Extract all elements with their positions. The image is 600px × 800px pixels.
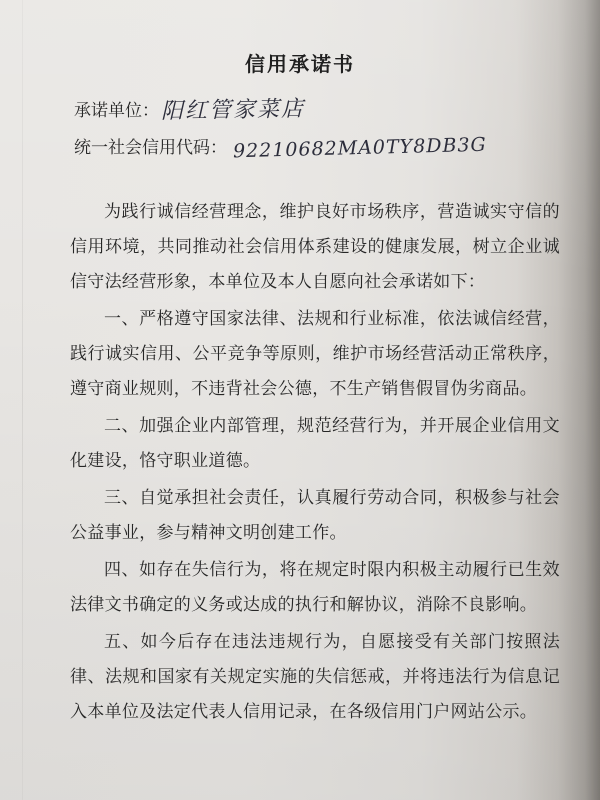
commitment-item-2: 二、加强企业内部管理，规范经营行为，并开展企业信用文化建设，恪守职业道德。 <box>70 416 560 471</box>
credit-code-handwritten-value: 92210682MA0TY8DB3G <box>232 133 487 162</box>
commitment-item-1: 一、严格遵守国家法律、法规和行业标准，依法诚信经营，践行诚实信用、公平竞争等原则，维护市场经营活动正常秩序，遵守商业规则，不违背社会公德，不生产销售假冒伪劣商品。 <box>70 309 560 399</box>
credit-code-row <box>74 132 487 163</box>
document-title: 信用承诺书 <box>245 52 355 76</box>
commitment-item-3: 三、自觉承担社会责任，认真履行劳动合同，积极参与社会公益事业，参与精神文明创建工作。 <box>70 488 560 543</box>
commitment-body <box>70 195 560 732</box>
committing-unit-row <box>74 95 305 126</box>
paper-crease <box>22 0 23 800</box>
commitment-item-4: 四、如存在失信行为，将在规定时限内积极主动履行已生效法律文书确定的义务或达成的执行和解协议，消除不良影响。 <box>70 560 560 615</box>
commitment-intro-paragraph: 为践行诚信经营理念，维护良好市场秩序，营造诚实守信的信用环境，共同推动社会信用体系建设的健康发展，树立企业诚信守法经营形象，本单位及本人自愿向社会承诺如下： <box>70 202 560 292</box>
committing-unit-label: 承诺单位： <box>74 100 159 121</box>
committing-unit-handwritten-value: 阳红管家菜店 <box>160 96 306 124</box>
credit-code-label: 统一社会信用代码： <box>74 137 227 158</box>
commitment-item-5: 五、如今后存在违法违规行为，自愿接受有关部门按照法律、法规和国家有关规定实施的失信惩戒，并将违法行为信息记入本单位及法定代表人信用记录，在各级信用门户网站公示。 <box>70 632 560 722</box>
